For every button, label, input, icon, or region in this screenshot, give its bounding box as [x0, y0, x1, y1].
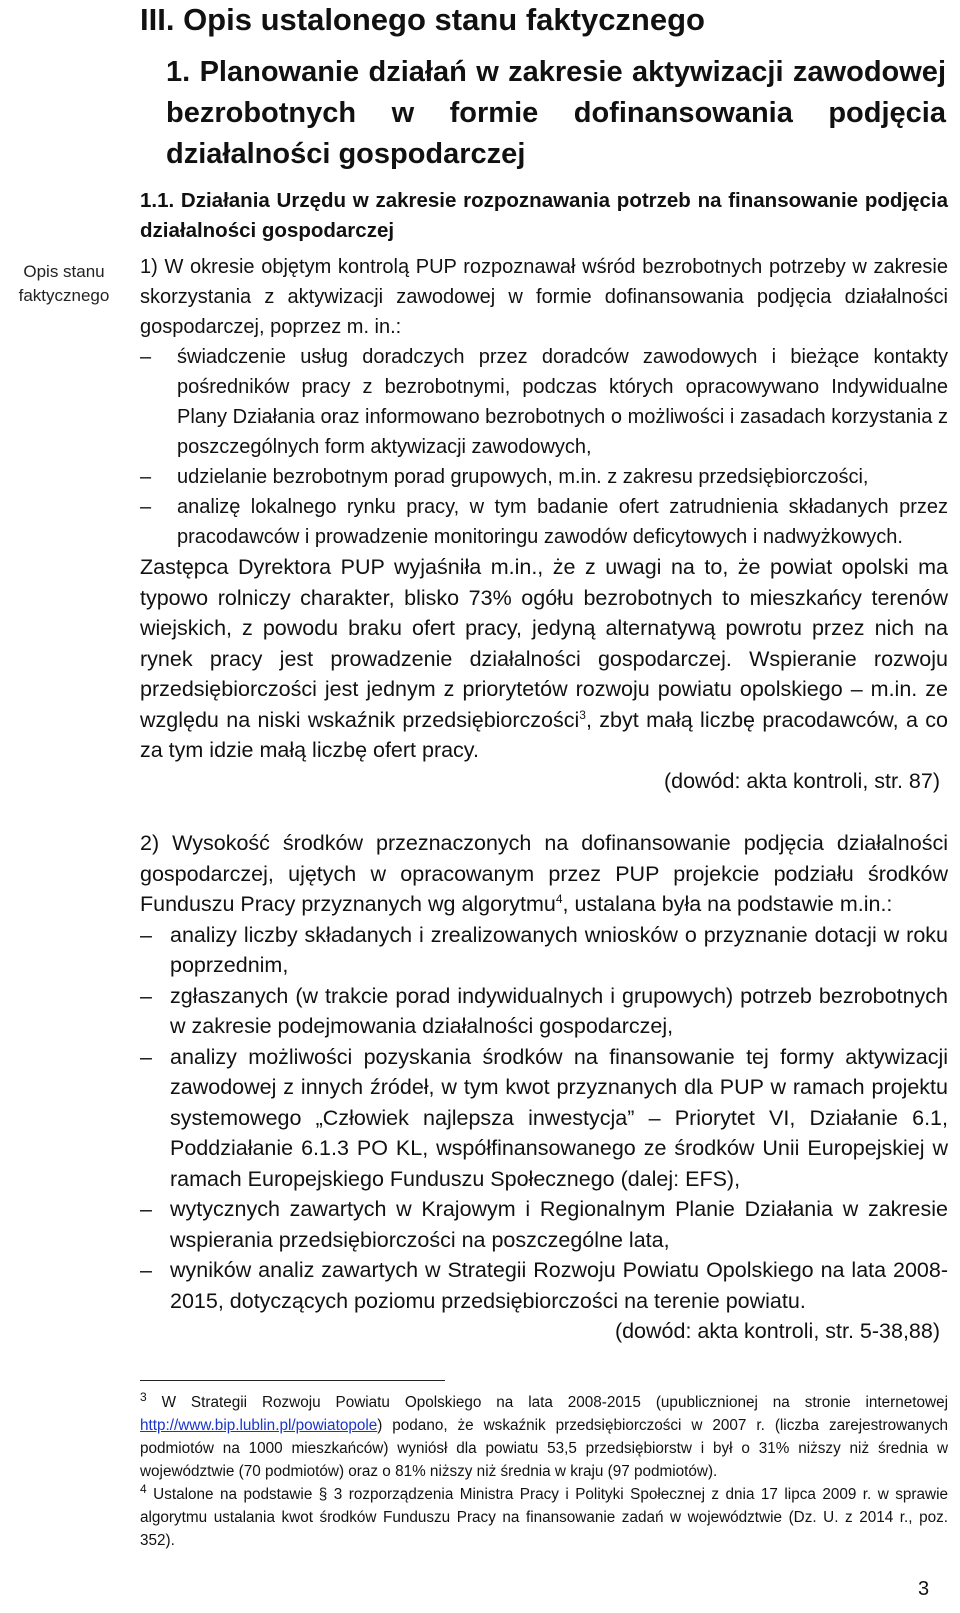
list-item: – udzielanie bezrobotnym porad grupowych, m.in. z zakresu przedsiębiorczości, — [140, 462, 948, 492]
dash-marker: – — [140, 1258, 152, 1282]
dash-marker: – — [140, 1197, 152, 1221]
dash-marker: – — [140, 346, 152, 368]
list-item: – wytycznych zawartych w Krajowym i Regionalnym Planie Działania w zakresie wspierania przedsiębiorczości na poszczególne lata, — [140, 1194, 948, 1255]
dash-marker: – — [140, 983, 152, 1008]
list-item: – analizy liczby składanych i zrealizowanych wniosków o przyznanie dotacji w roku poprzednim, — [140, 920, 948, 981]
dash-marker: – — [140, 922, 152, 947]
section-heading: III. Opis ustalonego stanu faktycznego — [140, 2, 705, 37]
footnote-ref-4: 4 — [555, 891, 563, 906]
list-item: – analizy możliwości pozyskania środków na finansowanie tej formy aktywizacji zawodowej z innych źródeł, w tym kwot przyznanych dla PUP w ramach projektu systemowego „Człowiek najlepsza inwestycja” – Priorytet VI, Działanie 6.1, Poddziałanie 6.1.3 PO KL, współfinansowanego ze środków Unii Europejskiej w ramach Europejskiego Funduszu Społecznego (dalej: EFS), — [140, 1042, 948, 1195]
margin-note: Opis stanu faktycznego — [18, 262, 110, 305]
dash-marker: – — [140, 1044, 152, 1069]
dash-marker: – — [140, 496, 152, 518]
evidence-reference: (dowód: akta kontroli, str. 5-38,88) — [614, 1319, 940, 1343]
footnote-4: $^4$ Ustalone na podstawie § 3 rozporządzenia Ministra Pracy i Polityki Społecznej z dnia 17 lipca 2009 r. w sprawie algorytmu ustalania kwot środków Funduszu Pracy na finansowanie zadań w województwie (Dz. U. z 2014 r., poz. 352). — [140, 1481, 948, 1549]
point-2-list — [140, 920, 948, 1317]
point-2-intro: 2) Wysokość środków przeznaczonych na dofinansowanie podjęcia działalności gospodarczej, ujętych w opracowanym przez PUP projekcie podziału środków Funduszu Pracy przyznanych wg algorytmu$^4$, ustalana była na podstawie m.in.: — [140, 831, 948, 916]
dash-marker: – — [140, 466, 152, 488]
footnote-link[interactable]: http://www.bip.lublin.pl/powiatopole — [140, 1417, 378, 1434]
explanation-paragraph: Zastępca Dyrektora PUP wyjaśniła m.in., że z uwagi na to, że powiat opolski ma typowo rolniczy charakter, blisko 73% ogółu bezrobotnych to mieszkańcy terenów wiejskich, z powodu braku ofert pracy, jedyną alternatywą powrotu przez nich na rynek pracy jest prowadzenie działalności gospodarczej. Wspieranie rozwoju przedsiębiorczości jest jednym z priorytetów rozwoju powiatu opolskiego – m.in. ze względu na niski wskaźnik przedsiębiorczości$^3$, zbyt małą liczbę pracodawców, a co za tym idzie małą liczbę ofert pracy. — [140, 555, 948, 762]
list-item: – analizę lokalnego rynku pracy, w tym badanie ofert zatrudnienia składanych przez pracodawców i prowadzenie monitoringu zawodów deficytowych i nadwyżkowych. — [140, 492, 948, 552]
page-number: 3 — [918, 1578, 930, 1600]
evidence-reference: (dowód: akta kontroli, str. 87) — [663, 768, 940, 793]
list-item: – zgłaszanych (w trakcie porad indywidualnych i grupowych) potrzeb bezrobotnych w zakresie podejmowania działalności gospodarczej, — [140, 981, 948, 1042]
footnote-ref-3: 3 — [579, 707, 586, 722]
point-2 — [140, 828, 948, 1347]
footnotes — [140, 1391, 948, 1552]
footnote-3: $^3$ W Strategii Rozwoju Powiatu Opolskiego na lata 2008-2015 (upublicznionej na stronie internetowej http://www.bip.lublin.pl/powiatopole) podano, że wskaźnik przedsiębiorczości w 2007 r. (liczba zarejestrowanych podmiotów na 1000 mieszkańców) wyniósł dla powiatu 53,5 przedsiębiorstw i był o 31% niższy niż średnia w województwie (70 podmiotów) oraz o 81% niższy niż średnia w kraju (97 podmiotów). — [140, 1389, 948, 1480]
footnote-separator — [140, 1380, 445, 1381]
list-item: – wyników analiz zawartych w Strategii Rozwoju Powiatu Opolskiego na lata 2008-2015, dotyczących poziomu przedsiębiorczości na terenie powiatu. — [140, 1255, 948, 1316]
subsubsection-heading: 1.1. Działania Urzędu w zakresie rozpoznawania potrzeb na finansowanie podjęcia działalności gospodarczej — [140, 189, 948, 242]
point-1-list — [140, 342, 948, 552]
point-1 — [140, 252, 948, 796]
list-item: – świadczenie usług doradczych przez doradców zawodowych i bieżące kontakty pośredników pracy z bezrobotnymi, podczas których opracowywano Indywidualne Plany Działania oraz informowano bezrobotnych o możliwości i zasadach korzystania z poszczególnych form aktywizacji zawodowych, — [140, 342, 948, 462]
point-1-intro: 1) W okresie objętym kontrolą PUP rozpoznawał wśród bezrobotnych potrzeby w zakresie skorzystania z aktywizacji zawodowej w formie dofinansowania podjęcia działalności gospodarczej, poprzez m. in.: — [140, 256, 948, 338]
subsection-heading: 1. Planowanie działań w zakresie aktywizacji zawodowej bezrobotnych w formie dofinansowania podjęcia działalności gospodarczej — [166, 56, 946, 170]
